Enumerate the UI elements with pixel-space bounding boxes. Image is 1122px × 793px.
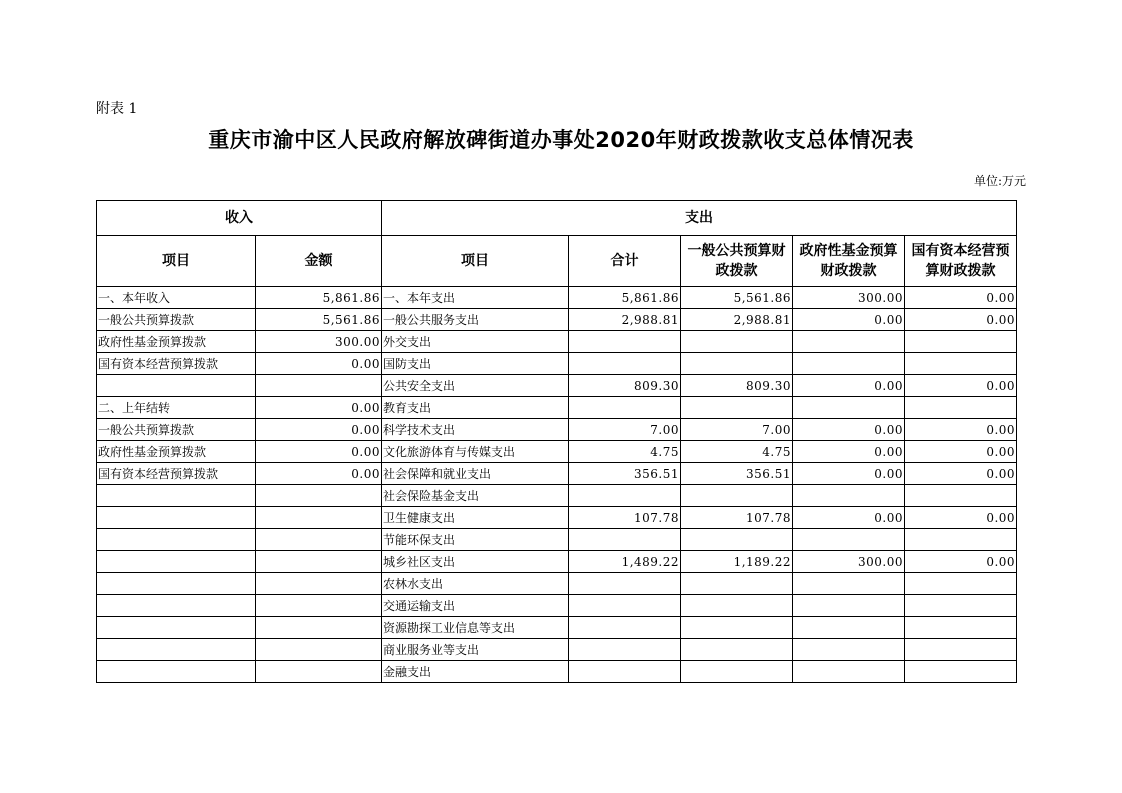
income-item-cell <box>97 551 256 573</box>
income-amount-header: 金额 <box>256 236 382 287</box>
income-amount-cell: 0.00 <box>256 441 382 463</box>
income-item-cell: 一、本年收入 <box>97 287 256 309</box>
income-section-header: 收入 <box>97 201 382 236</box>
general-budget-cell <box>681 617 793 639</box>
fund-budget-cell: 0.00 <box>793 441 905 463</box>
general-budget-cell: 2,988.81 <box>681 309 793 331</box>
state-capital-cell <box>905 639 1017 661</box>
fund-budget-cell: 0.00 <box>793 419 905 441</box>
fund-budget-cell <box>793 639 905 661</box>
general-budget-cell <box>681 397 793 419</box>
table-row <box>97 507 1017 529</box>
expense-item-cell: 一般公共服务支出 <box>382 309 569 331</box>
income-item-cell <box>97 573 256 595</box>
income-amount-cell <box>256 551 382 573</box>
expense-item-cell: 金融支出 <box>382 661 569 683</box>
total-cell <box>569 661 681 683</box>
expense-item-cell: 节能环保支出 <box>382 529 569 551</box>
income-item-header: 项目 <box>97 236 256 287</box>
expense-item-header: 项目 <box>382 236 569 287</box>
total-cell: 1,489.22 <box>569 551 681 573</box>
income-amount-cell <box>256 595 382 617</box>
table-row <box>97 375 1017 397</box>
income-item-cell: 国有资本经营预算拨款 <box>97 463 256 485</box>
table-row <box>97 353 1017 375</box>
general-budget-cell <box>681 639 793 661</box>
general-budget-cell <box>681 353 793 375</box>
fund-budget-cell <box>793 485 905 507</box>
fund-budget-cell <box>793 353 905 375</box>
income-amount-cell <box>256 617 382 639</box>
table-row <box>97 551 1017 573</box>
expense-item-cell: 教育支出 <box>382 397 569 419</box>
total-cell <box>569 485 681 507</box>
state-capital-cell <box>905 529 1017 551</box>
income-item-cell: 一般公共预算拨款 <box>97 419 256 441</box>
income-item-cell: 二、上年结转 <box>97 397 256 419</box>
state-capital-cell: 0.00 <box>905 375 1017 397</box>
income-item-cell <box>97 617 256 639</box>
general-budget-cell: 4.75 <box>681 441 793 463</box>
income-item-cell <box>97 375 256 397</box>
income-amount-cell: 5,561.86 <box>256 309 382 331</box>
total-cell <box>569 397 681 419</box>
general-budget-cell <box>681 529 793 551</box>
state-capital-cell: 0.00 <box>905 507 1017 529</box>
income-amount-cell: 0.00 <box>256 397 382 419</box>
table-row <box>97 529 1017 551</box>
total-cell <box>569 617 681 639</box>
fund-budget-cell <box>793 595 905 617</box>
state-capital-cell: 0.00 <box>905 309 1017 331</box>
income-amount-cell <box>256 507 382 529</box>
table-row <box>97 639 1017 661</box>
total-cell: 107.78 <box>569 507 681 529</box>
table-row <box>97 331 1017 353</box>
state-capital-cell <box>905 661 1017 683</box>
income-amount-cell: 5,861.86 <box>256 287 382 309</box>
total-cell <box>569 353 681 375</box>
total-cell: 356.51 <box>569 463 681 485</box>
general-budget-cell: 5,561.86 <box>681 287 793 309</box>
income-item-cell <box>97 529 256 551</box>
income-item-cell <box>97 661 256 683</box>
general-budget-cell: 809.30 <box>681 375 793 397</box>
expense-item-cell: 商业服务业等支出 <box>382 639 569 661</box>
table-row <box>97 573 1017 595</box>
state-capital-cell <box>905 353 1017 375</box>
income-amount-cell: 0.00 <box>256 463 382 485</box>
income-amount-cell <box>256 661 382 683</box>
general-budget-cell <box>681 485 793 507</box>
income-item-cell: 政府性基金预算拨款 <box>97 441 256 463</box>
expense-section-header: 支出 <box>382 201 1017 236</box>
fund-budget-cell: 0.00 <box>793 375 905 397</box>
total-cell: 5,861.86 <box>569 287 681 309</box>
fund-budget-header: 政府性基金预算财政拨款 <box>793 236 905 287</box>
total-cell: 4.75 <box>569 441 681 463</box>
income-item-cell: 一般公共预算拨款 <box>97 309 256 331</box>
fund-budget-cell <box>793 331 905 353</box>
state-capital-cell: 0.00 <box>905 419 1017 441</box>
expense-item-cell: 社会保障和就业支出 <box>382 463 569 485</box>
column-header-row <box>97 236 1017 287</box>
total-cell <box>569 331 681 353</box>
fund-budget-cell: 300.00 <box>793 551 905 573</box>
expense-item-cell: 公共安全支出 <box>382 375 569 397</box>
expense-item-cell: 科学技术支出 <box>382 419 569 441</box>
general-budget-cell: 7.00 <box>681 419 793 441</box>
income-amount-cell <box>256 573 382 595</box>
general-budget-header: 一般公共预算财政拨款 <box>681 236 793 287</box>
income-amount-cell <box>256 529 382 551</box>
state-capital-cell: 0.00 <box>905 441 1017 463</box>
fund-budget-cell: 0.00 <box>793 309 905 331</box>
total-cell <box>569 529 681 551</box>
total-cell <box>569 639 681 661</box>
state-capital-cell: 0.00 <box>905 463 1017 485</box>
income-amount-cell: 300.00 <box>256 331 382 353</box>
state-capital-cell: 0.00 <box>905 287 1017 309</box>
income-amount-cell <box>256 485 382 507</box>
fund-budget-cell: 300.00 <box>793 287 905 309</box>
fund-budget-cell <box>793 617 905 639</box>
income-amount-cell <box>256 639 382 661</box>
income-item-cell <box>97 595 256 617</box>
general-budget-cell <box>681 573 793 595</box>
table-row <box>97 463 1017 485</box>
section-header-row <box>97 201 1017 236</box>
table-row <box>97 617 1017 639</box>
table-row <box>97 287 1017 309</box>
state-capital-cell <box>905 485 1017 507</box>
income-amount-cell: 0.00 <box>256 353 382 375</box>
expense-item-cell: 卫生健康支出 <box>382 507 569 529</box>
general-budget-cell <box>681 331 793 353</box>
general-budget-cell: 1,189.22 <box>681 551 793 573</box>
expense-item-cell: 交通运输支出 <box>382 595 569 617</box>
expense-item-cell: 外交支出 <box>382 331 569 353</box>
page-title: 重庆市渝中区人民政府解放碑街道办事处2020年财政拨款收支总体情况表 <box>208 128 914 152</box>
state-capital-cell <box>905 595 1017 617</box>
table-row <box>97 661 1017 683</box>
table-row <box>97 397 1017 419</box>
total-header: 合计 <box>569 236 681 287</box>
unit-label: 单位:万元 <box>973 174 1026 188</box>
income-amount-cell <box>256 375 382 397</box>
table-row <box>97 419 1017 441</box>
table-row <box>97 309 1017 331</box>
fund-budget-cell <box>793 661 905 683</box>
total-cell <box>569 595 681 617</box>
fund-budget-cell: 0.00 <box>793 463 905 485</box>
income-item-cell: 政府性基金预算拨款 <box>97 331 256 353</box>
expense-item-cell: 城乡社区支出 <box>382 551 569 573</box>
state-capital-cell <box>905 573 1017 595</box>
table-row <box>97 485 1017 507</box>
fund-budget-cell <box>793 573 905 595</box>
expense-item-cell: 文化旅游体育与传媒支出 <box>382 441 569 463</box>
income-item-cell <box>97 507 256 529</box>
fund-budget-cell <box>793 529 905 551</box>
income-item-cell <box>97 485 256 507</box>
general-budget-cell: 107.78 <box>681 507 793 529</box>
general-budget-cell: 356.51 <box>681 463 793 485</box>
state-capital-header: 国有资本经营预算财政拨款 <box>905 236 1017 287</box>
expense-item-cell: 资源勘探工业信息等支出 <box>382 617 569 639</box>
state-capital-cell <box>905 397 1017 419</box>
fund-budget-cell: 0.00 <box>793 507 905 529</box>
expense-item-cell: 一、本年支出 <box>382 287 569 309</box>
income-amount-cell: 0.00 <box>256 419 382 441</box>
total-cell: 809.30 <box>569 375 681 397</box>
budget-table <box>96 200 1017 683</box>
total-cell: 2,988.81 <box>569 309 681 331</box>
income-item-cell <box>97 639 256 661</box>
table-row <box>97 441 1017 463</box>
state-capital-cell <box>905 617 1017 639</box>
state-capital-cell <box>905 331 1017 353</box>
expense-item-cell: 农林水支出 <box>382 573 569 595</box>
expense-item-cell: 社会保险基金支出 <box>382 485 569 507</box>
general-budget-cell <box>681 661 793 683</box>
total-cell: 7.00 <box>569 419 681 441</box>
table-row <box>97 595 1017 617</box>
state-capital-cell: 0.00 <box>905 551 1017 573</box>
total-cell <box>569 573 681 595</box>
general-budget-cell <box>681 595 793 617</box>
appendix-label: 附表 1 <box>96 101 138 117</box>
expense-item-cell: 国防支出 <box>382 353 569 375</box>
fund-budget-cell <box>793 397 905 419</box>
income-item-cell: 国有资本经营预算拨款 <box>97 353 256 375</box>
